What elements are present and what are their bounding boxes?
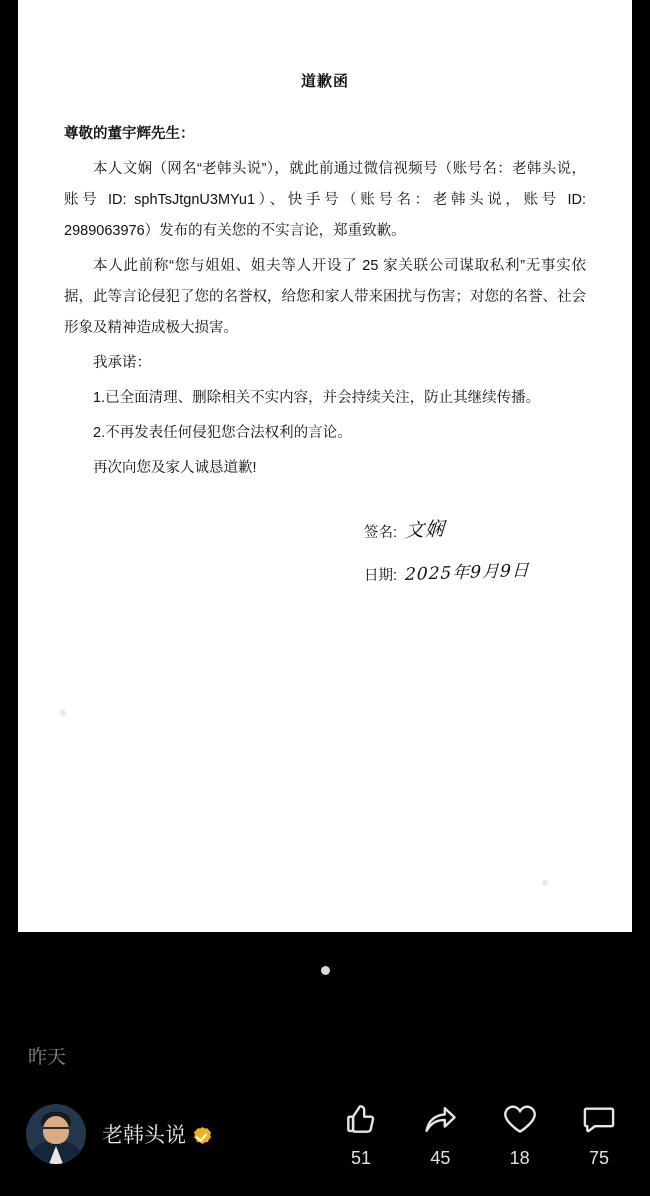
date-handwriting: 2025年9月9日 <box>404 560 531 586</box>
document-paragraph-1: 本人文娴（网名“老韩头说”），就此前通过微信视频号（账号名：老韩头说，账号 ID: sphTsJtgnU3MYu1）、快手号（账号名：老韩头说，账号 ID: 2989063976）发布的有关您的不实言论，郑重致歉。 <box>64 161 586 239</box>
verified-badge-icon <box>194 1127 211 1144</box>
post-footer <box>0 932 650 1196</box>
comment-button[interactable] <box>568 1100 630 1169</box>
apology-letter-page <box>18 0 632 932</box>
share-count: 45 <box>430 1148 451 1168</box>
thumbs-up-icon <box>330 1100 392 1138</box>
document-title: 道歉函 <box>300 73 349 90</box>
like-button[interactable] <box>330 1100 392 1169</box>
action-bar <box>330 1100 630 1169</box>
document-paragraph-2: 本人此前称“您与姐姐、姐夫等人开设了 25 家关联公司谋取私利”无事实依据，此等言论侵犯了您的名誉权，给您和家人带来困扰与伤害；对您的名誉、社会形象及精神造成极大损害。 <box>64 258 586 336</box>
page-indicator-dot[interactable] <box>321 966 330 975</box>
document-paragraph-3: 我承诺： <box>93 355 151 371</box>
comment-icon <box>568 1100 630 1138</box>
signature-label: 签名: <box>364 525 398 541</box>
heart-icon <box>489 1100 551 1138</box>
share-button[interactable] <box>409 1100 471 1169</box>
comment-count: 75 <box>588 1148 609 1168</box>
signature-handwriting: 文娴 <box>404 517 446 543</box>
post-timestamp: 昨天 <box>28 1047 67 1068</box>
paper-smudge-right <box>542 880 548 886</box>
share-arrow-icon <box>409 1100 471 1138</box>
media-pagination[interactable] <box>0 962 650 980</box>
author-name[interactable] <box>102 1119 211 1149</box>
author-row[interactable] <box>26 1104 211 1164</box>
date-label: 日期: <box>364 568 398 584</box>
document-paragraph-6: 再次向您及家人诚恳道歉! <box>93 460 257 476</box>
document-paragraph-4: 1.已全面清理、删除相关不实内容，并会持续关注，防止其继续传播。 <box>93 390 541 406</box>
document-paragraph-5: 2.不再发表任何侵犯您合法权利的言论。 <box>93 425 352 441</box>
document-paragraph-salutation: 尊敬的董宇辉先生： <box>64 126 195 142</box>
author-name-text: 老韩头说 <box>102 1124 186 1147</box>
like-count: 51 <box>350 1148 372 1168</box>
favorite-count: 18 <box>509 1148 530 1168</box>
paper-smudge-left <box>60 710 66 716</box>
avatar[interactable] <box>26 1104 86 1164</box>
favorite-button[interactable] <box>489 1100 551 1169</box>
signature-block <box>64 510 586 597</box>
